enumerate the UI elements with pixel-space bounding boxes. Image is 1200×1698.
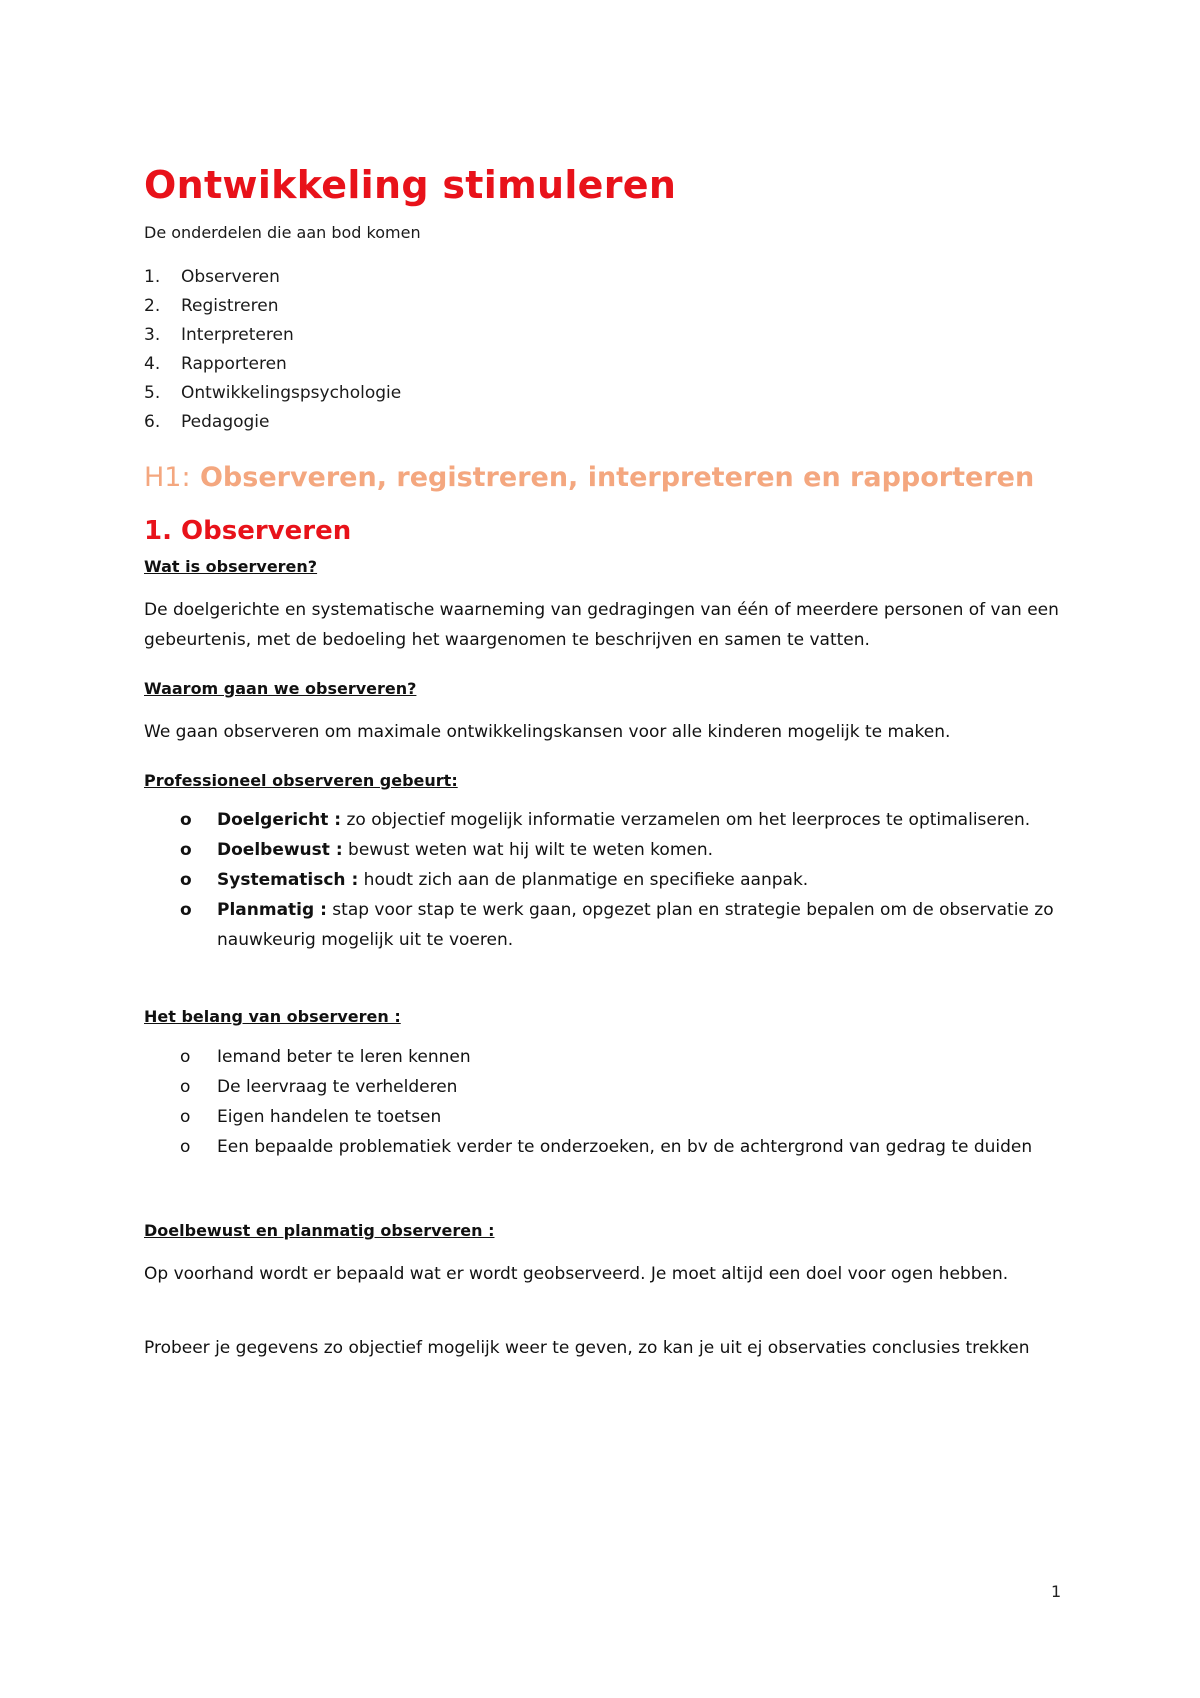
professional-heading: Professioneel observeren gebeurt: bbox=[144, 771, 458, 790]
item-term: Doelbewust : bbox=[217, 840, 343, 860]
list-number: 4. bbox=[144, 354, 161, 374]
item-text: Iemand beter te leren kennen bbox=[217, 1047, 471, 1067]
chapter-title: Observeren, registreren, interpreteren en rapporteren bbox=[190, 462, 1035, 493]
list-item bbox=[180, 865, 1080, 895]
list-number: 5. bbox=[144, 383, 161, 403]
topics-list bbox=[144, 266, 401, 440]
list-item bbox=[144, 324, 401, 353]
page-title: Ontwikkeling stimuleren bbox=[144, 163, 677, 207]
what-heading: Wat is observeren? bbox=[144, 557, 318, 576]
list-item bbox=[144, 353, 401, 382]
bullet-o: o bbox=[180, 900, 192, 920]
list-label: Registreren bbox=[181, 296, 279, 316]
bullet-o: o bbox=[180, 810, 192, 830]
intro-text: De onderdelen die aan bod komen bbox=[144, 223, 421, 242]
list-item bbox=[180, 805, 1080, 835]
chapter-prefix: H1: bbox=[144, 462, 191, 493]
bullet-o: o bbox=[180, 1107, 191, 1127]
professional-list bbox=[180, 805, 1080, 955]
why-heading: Waarom gaan we observeren? bbox=[144, 679, 417, 698]
item-term: Doelgericht : bbox=[217, 810, 342, 830]
list-label: Observeren bbox=[181, 267, 280, 287]
list-label: Rapporteren bbox=[181, 354, 287, 374]
why-text: We gaan observeren om maximale ontwikkelingskansen voor alle kinderen mogelijk te maken. bbox=[144, 722, 951, 742]
list-label: Interpreteren bbox=[181, 325, 294, 345]
page-number: 1 bbox=[1051, 1582, 1062, 1601]
section-heading: 1. Observeren bbox=[144, 516, 352, 546]
list-number: 2. bbox=[144, 296, 161, 316]
bullet-o: o bbox=[180, 1077, 191, 1097]
list-item bbox=[180, 1072, 1080, 1102]
item-term: Planmatig : bbox=[217, 900, 327, 920]
item-text: stap voor stap te werk gaan, opgezet plan en strategie bepalen om de observatie zo nauwkeurig mogelijk uit te voeren. bbox=[217, 900, 1054, 950]
bullet-o: o bbox=[180, 1137, 191, 1157]
list-item bbox=[180, 1102, 1080, 1132]
list-item bbox=[144, 411, 401, 440]
item-text: Een bepaalde problematiek verder te onderzoeken, en bv de achtergrond van gedrag te duiden bbox=[217, 1137, 1033, 1157]
what-text: De doelgerichte en systematische waarneming van gedragingen van één of meerdere personen of van een gebeurtenis, met de bedoeling het waargenomen te beschrijven en samen te vatten. bbox=[144, 600, 1059, 650]
goal-text-1: Op voorhand wordt er bepaald wat er wordt geobserveerd. Je moet altijd een doel voor ogen hebben. bbox=[144, 1264, 1009, 1284]
list-number: 1. bbox=[144, 267, 161, 287]
bullet-o: o bbox=[180, 840, 192, 860]
item-text: houdt zich aan de planmatige en specifieke aanpak. bbox=[358, 870, 809, 890]
item-text: Eigen handelen te toetsen bbox=[217, 1107, 442, 1127]
importance-heading: Het belang van observeren : bbox=[144, 1007, 401, 1026]
bullet-o: o bbox=[180, 1047, 191, 1067]
item-text: zo objectief mogelijk informatie verzamelen om het leerproces te optimaliseren. bbox=[341, 810, 1031, 830]
importance-list bbox=[180, 1042, 1080, 1162]
list-item bbox=[144, 266, 401, 295]
list-label: Ontwikkelingspsychologie bbox=[181, 383, 402, 403]
list-item bbox=[180, 835, 1080, 865]
goal-text-2: Probeer je gegevens zo objectief mogelijk weer te geven, zo kan je uit ej observaties conclusies trekken bbox=[144, 1338, 1030, 1358]
item-term: Systematisch : bbox=[217, 870, 359, 890]
list-item bbox=[180, 1042, 1080, 1072]
item-text: De leervraag te verhelderen bbox=[217, 1077, 458, 1097]
list-item bbox=[144, 295, 401, 324]
chapter-heading bbox=[144, 461, 1034, 495]
item-text: bewust weten wat hij wilt te weten komen. bbox=[342, 840, 714, 860]
list-item bbox=[144, 382, 401, 411]
goal-heading: Doelbewust en planmatig observeren : bbox=[144, 1221, 495, 1240]
list-label: Pedagogie bbox=[181, 412, 270, 432]
list-number: 6. bbox=[144, 412, 161, 432]
list-number: 3. bbox=[144, 325, 161, 345]
bullet-o: o bbox=[180, 870, 192, 890]
list-item bbox=[180, 895, 1080, 955]
list-item bbox=[180, 1132, 1080, 1162]
